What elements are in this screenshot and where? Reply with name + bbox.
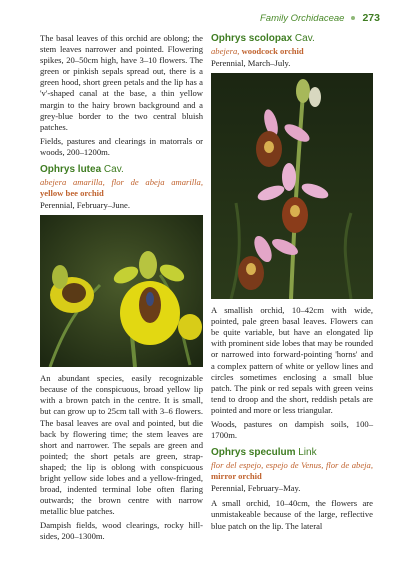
left-column [40,33,203,546]
photo-ophrys-scolopax [211,73,373,299]
species-author: Link [298,447,317,459]
season-scolopax: Perennial, March–July. [211,58,291,68]
species-latin-name: Ophrys scolopax [211,33,293,44]
description-lutea: An abundant species, easily recognizable because of the conspicuous, broad yellow lip with a brown patch in the centre. It is small, but can grow up to 25cm tall with 3–6 flowers. The basal leaves are oval and pointed, but die back by flowering time; the stem leaves are short and narrower. The sepals are green and pointed; the short petals are green, strap-shaped; the lip is oblong with conspicuous bright yellow side lobes and a yellow-fringed, broad, indented terminal lobe often flaring outwards; the brown centre with narrow metallic blue patches. [40,373,203,517]
common-name-english: woodcock orchid [241,46,304,56]
habitat-scolopax: Woods, pastures on dampish soils, 100–1700m. [211,419,373,441]
species-heading-scolopax [211,33,373,45]
habitat-lutea: Dampish fields, wood clearings, rocky hill-sides, 200–1300m. [40,520,203,542]
common-name-english: mirror orchid [211,471,262,482]
species-author: Cav. [294,33,315,44]
photo-ophrys-lutea [40,215,203,367]
family-title: Family Orchidaceae [259,12,345,24]
species-latin-name: Ophrys lutea [40,164,102,176]
description-scolopax: A smallish orchid, 10–42cm with wide, pointed, pale green basal leaves. Flowers can be quite variable, but have an elongated lip with prominent side lobes that may be rounded or narrowed into forward-pointing 'horns' and a complex pattern of white or yellow lines and circles sometimes enclosing a small blue patch. The pink or red sepals with green veins tend to droop and the short, reddish petals are pointed and more or less triangular. [211,305,373,415]
right-column [211,33,373,535]
species-latin-name: Ophrys speculum [211,447,296,459]
common-name-spanish: flor del espejo, espejo de Venus, flor de abeja, [211,460,373,471]
species-author: Cav. [103,164,124,176]
species-heading-lutea [40,164,203,176]
common-name-spanish: abejera, [211,46,240,56]
species-heading-speculum [211,447,373,459]
description-speculum: A small orchid, 10–40cm, the flowers are unmistakeable because of the large, reflective blue patch on the lip. The lateral [211,498,373,531]
common-names-scolopax [211,46,373,57]
common-name-spanish: abejera amarilla, flor de abeja amarilla, [40,177,203,188]
common-name-english: yellow bee orchid [40,188,104,199]
intro-habitat: Fields, pastures and clearings in matorrals or woods, 200–1200m. [40,135,203,157]
common-names-lutea [40,177,203,199]
intro-paragraph: The basal leaves of this orchid are oblong; the stem leaves narrower and pointed. Flowering spikes, 20–50cm high, have 3–10 flowers. The green or pinkish sepals spread out, there is a green hood, short green petals and the lip has a 'v'-shaped canal at the base, a thin yellow margin to the hairy brown background and a grey-blue border to the two central bluish patches. [40,33,203,132]
running-header [260,12,380,24]
common-names-speculum [211,460,373,482]
season-lutea: Perennial, February–June. [40,200,130,211]
header-separator-dot [351,16,355,20]
season-speculum: Perennial, February–May. [211,483,301,494]
page-number: 273 [362,12,380,24]
